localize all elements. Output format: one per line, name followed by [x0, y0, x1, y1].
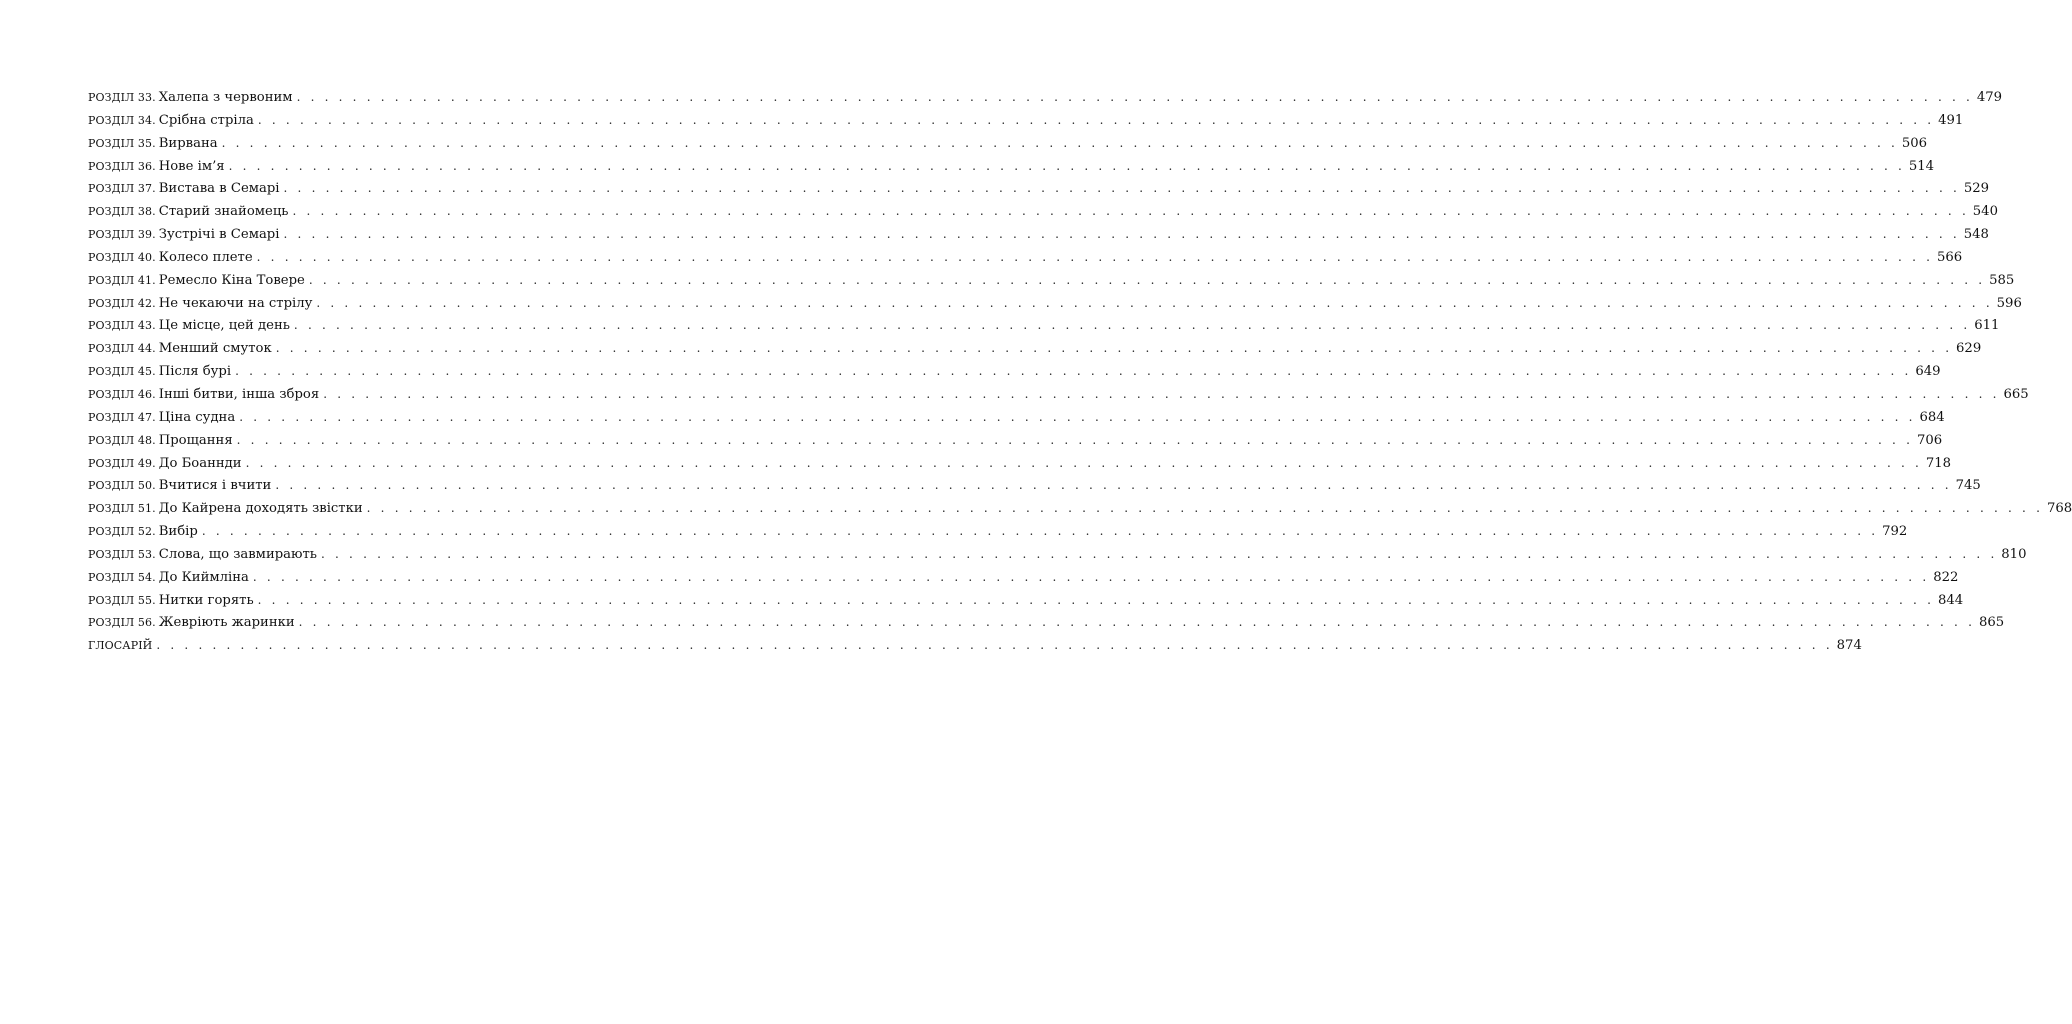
toc-entry — [88, 406, 1945, 429]
toc-entry — [88, 589, 1964, 612]
toc-entry — [88, 452, 1952, 475]
dot-leader: . . . . . . . . . . . . . . . . . . . . . . . . . . . . . . . . . . . . . . . . . . . . . . . . . . . . . . . . . . . . . . . . . . . . . . . . . . . . . . . . . . . . . . . . . . . . . . . . . . . . . . . . . . . . . . . . . . . . . . . . — [292, 204, 1969, 219]
chapter-label: РОЗДІЛ 52. — [88, 525, 156, 539]
page-number: 649 — [1915, 364, 1941, 380]
dot-leader: . . . . . . . . . . . . . . . . . . . . . . . . . . . . . . . . . . . . . . . . . . . . . . . . . . . . . . . . . . . . . . . . . . . . . . . . . . . . . . . . . . . . . . . . . . . . . . . . . . . . . . . . . . . . . . . . . . . . . . . . — [256, 249, 1934, 264]
dot-leader: . . . . . . . . . . . . . . . . . . . . . . . . . . . . . . . . . . . . . . . . . . . . . . . . . . . . . . . . . . . . . . . . . . . . . . . . . . . . . . . . . . . . . . . . . . . . . . . . . . . . . . . . . . . . . . . . . . . . . . . . — [275, 341, 1953, 356]
chapter-title: Вирвана — [158, 135, 218, 151]
toc-entry — [88, 132, 1928, 155]
page-number: 718 — [1925, 455, 1952, 471]
dot-leader: . . . . . . . . . . . . . . . . . . . . . . . . . . . . . . . . . . . . . . . . . . . . . . . . . . . . . . . . . . . . . . . . . . . . . . . . . . . . . . . . . . . . . . . . . . . . . . . . . . . . . . . . . . . . . . . . . . . . . . . . — [236, 432, 1914, 447]
chapter-label: РОЗДІЛ 53. — [88, 547, 156, 561]
dot-leader: . . . . . . . . . . . . . . . . . . . . . . . . . . . . . . . . . . . . . . . . . . . . . . . . . . . . . . . . . . . . . . . . . . . . . . . . . . . . . . . . . . . . . . . . . . . . . . . . . . . . . . . . . . . . . . . . . . . . . . . . — [257, 112, 1935, 127]
chapter-label: РОЗДІЛ 46. — [88, 387, 156, 401]
chapter-label: РОЗДІЛ 40. — [88, 250, 156, 264]
dot-leader: . . . . . . . . . . . . . . . . . . . . . . . . . . . . . . . . . . . . . . . . . . . . . . . . . . . . . . . . . . . . . . . . . . . . . . . . . . . . . . . . . . . . . . . . . . . . . . . . . . . . . . . . . . . . . . . . . . . . . . . . — [252, 569, 1930, 584]
chapter-title: Старий знайомець — [158, 204, 289, 220]
toc-entry — [88, 269, 2015, 292]
dot-leader: . . . . . . . . . . . . . . . . . . . . . . . . . . . . . . . . . . . . . . . . . . . . . . . . . . . . . . . . . . . . . . . . . . . . . . . . . . . . . . . . . . . . . . . . . . . . . . . . . . . . . . . . . . . . . . . . . . . . . . . . — [296, 90, 1974, 104]
chapter-label: РОЗДІЛ 45. — [88, 365, 156, 379]
chapter-title: До Кайрена доходять звістки — [158, 501, 363, 517]
toc-entry — [88, 109, 1964, 132]
toc-entry — [88, 337, 1982, 360]
page-number: 745 — [1955, 478, 1981, 494]
toc-entry — [88, 177, 1989, 200]
chapter-title: Вчитися і вчити — [158, 478, 272, 494]
chapter-label: РОЗДІЛ 55. — [88, 593, 156, 607]
dot-leader: . . . . . . . . . . . . . . . . . . . . . . . . . . . . . . . . . . . . . . . . . . . . . . . . . . . . . . . . . . . . . . . . . . . . . . . . . . . . . . . . . . . . . . . . . . . . . . . . . . . . . . . . . . . . . . . . . . . . . . . . — [239, 409, 1916, 424]
chapter-title: Вибір — [158, 524, 198, 540]
dot-leader: . . . . . . . . . . . . . . . . . . . . . . . . . . . . . . . . . . . . . . . . . . . . . . . . . . . . . . . . . . . . . . . . . . . . . . . . . . . . . . . . . . . . . . . . . . . . . . . . . . . . . . . . . . . . . . . . . . . . . . . . — [298, 615, 1976, 630]
page-number: 665 — [2003, 386, 2029, 402]
chapter-title: Нове ім’я — [158, 158, 225, 174]
chapter-label: РОЗДІЛ 56. — [88, 616, 156, 630]
chapter-title: Це місце, цей день — [158, 318, 290, 334]
toc-entry — [88, 611, 2005, 634]
chapter-label: РОЗДІЛ 38. — [88, 205, 156, 219]
chapter-title: Інші битви, інша зброя — [158, 386, 320, 402]
chapter-title: Після бурі — [158, 364, 232, 380]
dot-leader: . . . . . . . . . . . . . . . . . . . . . . . . . . . . . . . . . . . . . . . . . . . . . . . . . . . . . . . . . . . . . . . . . . . . . . . . . . . . . . . . . . . . . . . . . . . . . . . . . . . . . . . . . . . . . . . . . . . . . . . . — [323, 386, 2000, 401]
chapter-label: РОЗДІЛ 37. — [88, 182, 156, 196]
page-number: 514 — [1908, 158, 1935, 174]
dot-leader: . . . . . . . . . . . . . . . . . . . . . . . . . . . . . . . . . . . . . . . . . . . . . . . . . . . . . . . . . . . . . . . . . . . . . . . . . . . . . . . . . . . . . . . . . . . . . . . . . . . . . . . . . . . . . . . . . . . . . . . . — [283, 181, 1960, 196]
page-number: 548 — [1963, 227, 1989, 243]
chapter-label: РОЗДІЛ 49. — [88, 456, 156, 470]
dot-leader: . . . . . . . . . . . . . . . . . . . . . . . . . . . . . . . . . . . . . . . . . . . . . . . . . . . . . . . . . . . . . . . . . . . . . . . . . . . . . . . . . . . . . . . . . . . . . . . . . . . . . . . . . . . . . . . . . . . . . . . . — [201, 524, 1879, 539]
dot-leader: . . . . . . . . . . . . . . . . . . . . . . . . . . . . . . . . . . . . . . . . . . . . . . . . . . . . . . . . . . . . . . . . . . . . . . . . . . . . . . . . . . . . . . . . . . . . . . . . . . . . . . . . . . . . . . . . . . . . . . . . — [156, 638, 1833, 653]
toc-entry — [88, 520, 1908, 543]
toc-entry — [88, 200, 1998, 223]
chapter-label: РОЗДІЛ 35. — [88, 136, 156, 150]
chapter-label: РОЗДІЛ 34. — [88, 113, 156, 127]
page-number: 596 — [1996, 295, 2022, 311]
chapter-title: Зустрічі в Семарі — [158, 227, 280, 243]
toc-entry — [88, 292, 2022, 315]
chapter-label: РОЗДІЛ 48. — [88, 433, 156, 447]
page-number: 585 — [1989, 272, 2015, 288]
page-number: 706 — [1916, 432, 1943, 448]
dot-leader: . . . . . . . . . . . . . . . . . . . . . . . . . . . . . . . . . . . . . . . . . . . . . . . . . . . . . . . . . . . . . . . . . . . . . . . . . . . . . . . . . . . . . . . . . . . . . . . . . . . . . . . . . . . . . . . . . . . . . . . . — [221, 135, 1899, 150]
dot-leader: . . . . . . . . . . . . . . . . . . . . . . . . . . . . . . . . . . . . . . . . . . . . . . . . . . . . . . . . . . . . . . . . . . . . . . . . . . . . . . . . . . . . . . . . . . . . . . . . . . . . . . . . . . . . . . . . . . . . . . . . — [235, 364, 1912, 379]
chapter-title: Нитки горять — [158, 592, 254, 608]
chapter-label: РОЗДІЛ 50. — [88, 479, 156, 493]
chapter-title: Халепа з червоним — [158, 90, 293, 105]
chapter-label: ГЛОСАРІЙ — [88, 639, 153, 653]
chapter-label: РОЗДІЛ 33. — [88, 91, 156, 104]
toc-entry — [88, 634, 1862, 657]
page-number: 629 — [1956, 341, 1982, 357]
page-number: 768 — [2046, 501, 2072, 517]
toc-entry — [88, 543, 2027, 566]
chapter-title: До Киймліна — [158, 569, 249, 585]
toc-entry — [88, 474, 1981, 497]
toc-entry — [88, 86, 2003, 109]
page-number: 874 — [1836, 638, 1862, 654]
dot-leader: . . . . . . . . . . . . . . . . . . . . . . . . . . . . . . . . . . . . . . . . . . . . . . . . . . . . . . . . . . . . . . . . . . . . . . . . . . . . . . . . . . . . . . . . . . . . . . . . . . . . . . . . . . . . . . . . . . . . . . . . — [257, 592, 1935, 607]
dot-leader: . . . . . . . . . . . . . . . . . . . . . . . . . . . . . . . . . . . . . . . . . . . . . . . . . . . . . . . . . . . . . . . . . . . . . . . . . . . . . . . . . . . . . . . . . . . . . . . . . . . . . . . . . . . . . . . . . . . . . . . . — [228, 158, 1906, 173]
toc-entry — [88, 155, 1935, 178]
page-number: 792 — [1882, 524, 1908, 540]
toc-entry — [88, 314, 2000, 337]
toc-entry — [88, 223, 1989, 246]
chapter-title: Слова, що завмирають — [158, 546, 317, 562]
chapter-title: Не чекаючи на стрілу — [158, 295, 313, 311]
chapter-title: Вистава в Семарі — [158, 181, 280, 197]
page-number: 810 — [2001, 546, 2027, 562]
page-number: 684 — [1919, 409, 1945, 425]
chapter-title: Менший смуток — [158, 341, 272, 357]
page-number: 506 — [1901, 135, 1928, 151]
page-number: 822 — [1933, 569, 1959, 585]
dot-leader: . . . . . . . . . . . . . . . . . . . . . . . . . . . . . . . . . . . . . . . . . . . . . . . . . . . . . . . . . . . . . . . . . . . . . . . . . . . . . . . . . . . . . . . . . . . . . . . . . . . . . . . . . . . . . . . . . . . . . . . . — [283, 227, 1960, 242]
table-of-contents — [88, 86, 2072, 657]
page-number: 540 — [1972, 204, 1998, 220]
chapter-label: РОЗДІЛ 42. — [88, 296, 156, 310]
chapter-title: До Боаннди — [158, 455, 242, 471]
dot-leader: . . . . . . . . . . . . . . . . . . . . . . . . . . . . . . . . . . . . . . . . . . . . . . . . . . . . . . . . . . . . . . . . . . . . . . . . . . . . . . . . . . . . . . . . . . . . . . . . . . . . . . . . . . . . . . . . . . . . . . . . — [316, 295, 1993, 310]
chapter-title: Жевріють жаринки — [158, 615, 295, 631]
page-number: 529 — [1963, 181, 1989, 197]
chapter-label: РОЗДІЛ 51. — [88, 502, 156, 516]
dot-leader: . . . . . . . . . . . . . . . . . . . . . . . . . . . . . . . . . . . . . . . . . . . . . . . . . . . . . . . . . . . . . . . . . . . . . . . . . . . . . . . . . . . . . . . . . . . . . . . . . . . . . . . . . . . . . . . . . . . . . . . . — [308, 272, 1986, 287]
page-number: 611 — [1974, 318, 2000, 334]
dot-leader: . . . . . . . . . . . . . . . . . . . . . . . . . . . . . . . . . . . . . . . . . . . . . . . . . . . . . . . . . . . . . . . . . . . . . . . . . . . . . . . . . . . . . . . . . . . . . . . . . . . . . . . . . . . . . . . . . . . . . . . . — [321, 546, 1998, 561]
page-number: 491 — [1938, 112, 1964, 128]
toc-entry — [88, 566, 1959, 589]
chapter-label: РОЗДІЛ 54. — [88, 570, 156, 584]
chapter-title: Прощання — [158, 432, 233, 448]
toc-entry — [88, 246, 1963, 269]
chapter-title: Срібна стріла — [158, 112, 254, 128]
page-number: 479 — [1976, 90, 2003, 105]
chapter-label: РОЗДІЛ 41. — [88, 273, 156, 287]
chapter-title: Ціна судна — [158, 409, 236, 425]
dot-leader: . . . . . . . . . . . . . . . . . . . . . . . . . . . . . . . . . . . . . . . . . . . . . . . . . . . . . . . . . . . . . . . . . . . . . . . . . . . . . . . . . . . . . . . . . . . . . . . . . . . . . . . . . . . . . . . . . . . . . . . . — [293, 318, 1971, 333]
dot-leader: . . . . . . . . . . . . . . . . . . . . . . . . . . . . . . . . . . . . . . . . . . . . . . . . . . . . . . . . . . . . . . . . . . . . . . . . . . . . . . . . . . . . . . . . . . . . . . . . . . . . . . . . . . . . . . . . . . . . . . . . — [275, 478, 1952, 493]
page-number: 566 — [1936, 249, 1963, 265]
page-number: 865 — [1978, 615, 2005, 631]
chapter-label: РОЗДІЛ 36. — [88, 159, 156, 173]
chapter-label: РОЗДІЛ 39. — [88, 228, 156, 242]
chapter-title: Колесо плете — [158, 249, 253, 265]
toc-entry — [88, 497, 2072, 520]
toc-entry — [88, 429, 1943, 452]
chapter-label: РОЗДІЛ 47. — [88, 410, 156, 424]
dot-leader: . . . . . . . . . . . . . . . . . . . . . . . . . . . . . . . . . . . . . . . . . . . . . . . . . . . . . . . . . . . . . . . . . . . . . . . . . . . . . . . . . . . . . . . . . . . . . . . . . . . . . . . . . . . . . . . . . . . . . . . . — [366, 501, 2044, 516]
chapter-label: РОЗДІЛ 43. — [88, 319, 156, 333]
chapter-title: Ремесло Кіна Товере — [158, 272, 305, 288]
toc-entry — [88, 383, 2029, 406]
chapter-label: РОЗДІЛ 44. — [88, 342, 156, 356]
page-number: 844 — [1937, 592, 1964, 608]
toc-entry — [88, 360, 1941, 383]
dot-leader: . . . . . . . . . . . . . . . . . . . . . . . . . . . . . . . . . . . . . . . . . . . . . . . . . . . . . . . . . . . . . . . . . . . . . . . . . . . . . . . . . . . . . . . . . . . . . . . . . . . . . . . . . . . . . . . . . . . . . . . . — [245, 455, 1923, 470]
